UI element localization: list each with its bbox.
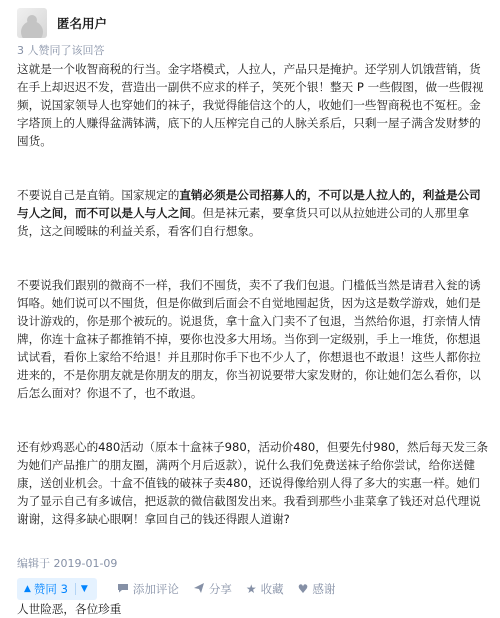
paper-plane-icon: [193, 582, 205, 597]
answer-content: [17, 60, 489, 618]
avatar[interactable]: [17, 8, 47, 38]
comment-button[interactable]: [117, 581, 179, 597]
favorite-label: 收藏: [260, 582, 284, 596]
paragraph-5: 人世险恶，各位珍重: [17, 602, 122, 616]
paragraph-3: 不要说我们跟别的微商不一样，我们不囤货，卖不了我们包退。门槛低当然是请君入瓮的诱饵咯。她们说可以不囤货，但是你做到后面会不自觉地囤起货，因为这是数学游戏，她们是设计游戏的，你是那个被玩的。说退货，拿十盒入门卖不了包退，当然给你退，打亲情人情牌，你连十盒袜子都推销不掉，要你也没多大用场。当你到一定级别，手上一堆货，你想退试试看，看你上家给不给退！并且那时你手下也不少人了，你想退也不敢退！这些人都你拉进来的，不是你朋友就是你朋友的朋友，你当初说要带大家发财的，你让她们怎么看你，以后怎么面对？你退不了，也不敢退。: [17, 278, 481, 400]
heart-icon: ♥: [297, 582, 309, 596]
edited-date: 编辑于 2019-01-09: [17, 557, 118, 570]
paragraph-1: 这就是一个收智商税的行当。金字塔模式，人拉人，产品只是掩护。还学别人饥饿营销，货在手上却迟迟不发，营造出一副供不应求的样子，笑死个银！整天 P 一些假图，做一些假视频，说国家领导人也穿她们的袜子，我觉得能信这个的人，收她们一些智商税也不冤枉。金字塔顶上的人赚得盆满钵满，底下的人压榨完自己的人脉关系后，只剩一屋子满含发财梦的囤货。: [17, 62, 484, 148]
action-bar: [17, 578, 335, 600]
upvote-button[interactable]: [17, 578, 97, 600]
thanks-button[interactable]: [298, 581, 336, 597]
paragraph-2: [17, 186, 489, 240]
upvote-arrow-icon: ▲: [24, 584, 31, 594]
speech-bubble-icon: [117, 582, 129, 597]
author-name[interactable]: 匿名用户: [57, 16, 108, 31]
downvote-arrow-icon[interactable]: ▼: [80, 584, 88, 594]
paragraph-2-intro: 不要说自己是直销。国家规定的: [17, 188, 180, 202]
vote-count-text: 3 人赞同了该回答: [17, 44, 105, 57]
paragraph-4: 还有炒鸡恶心的480活动（原本十盒袜子980，活动价480，但要先付980，然后每天发三条为她们产品推广的朋友圈，满两个月后返款），说什么我们免费送袜子给你尝试，给你送健康，送创业机会。十盒不值钱的破袜子卖480，还说得像给别人得了多大的实惠一样。她们为了显示自己有多诚信，把返款的微信截图发出来。我看到那些小韭菜拿了钱还对总代理说谢谢，这得多缺心眼啊！拿回自己的钱还得跟人道谢?: [17, 440, 489, 526]
upvote-label: 赞同 3: [33, 582, 68, 596]
thanks-label: 感谢: [312, 582, 336, 596]
favorite-button[interactable]: [246, 581, 284, 597]
share-button[interactable]: [193, 581, 232, 597]
paragraph-2-bold: 直销必须是公司招募人的，不可以是人拉人的，利益是公司与人之间，而不可以是人与人之间: [17, 188, 481, 220]
paragraph-2-rest: 。但是袜元素，要拿货只可以从拉她进公司的人那里拿货，这之间暧昧的利益关系，看客们自行想象。: [17, 206, 470, 238]
star-icon: ★: [245, 582, 257, 596]
share-label: 分享: [208, 582, 232, 596]
answer-header: [17, 8, 107, 38]
comment-label: 添加评论: [132, 582, 179, 596]
